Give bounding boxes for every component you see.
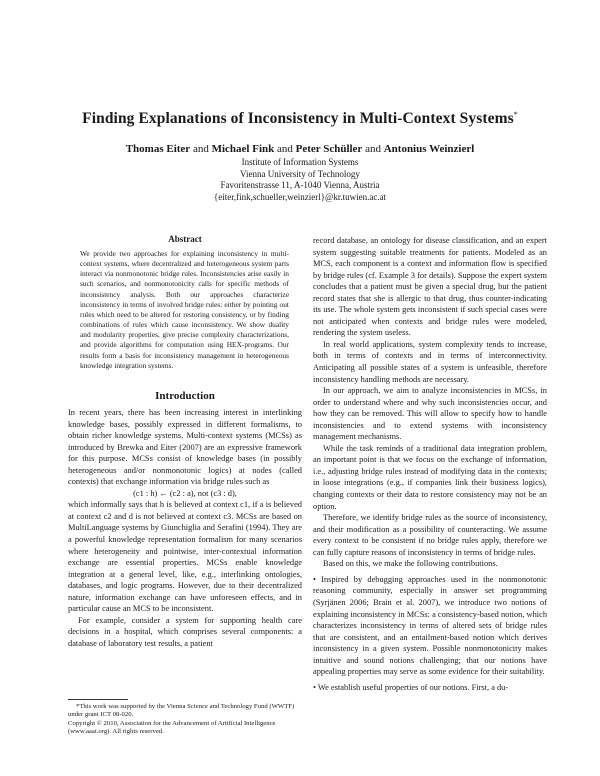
intro-paragraph-1: In recent years, there has been increasing interest in interlinking knowledge bases, possibly expressed in different formalisms, to obtain richer knowledge systems. Multi-context systems (MCSs) as introduced by Brewka and Eiter (2007) are an expressive framework for this purpose. MCSs consist of knowledge bases (in possibly heterogeneous and/or nonmonotonic logics) at nodes (called contexts) that exchange information via bridge rules such as [68, 408, 302, 487]
affiliation-email: {eiter,fink,schueller,weinzierl}@kr.tuwien.ac.at [213, 191, 387, 202]
right-paragraph-3: In our approach, we aim to analyze inconsistencies in MCSs, in order to understand where and why such inconsistencies occur, and how they can be removed. This will allow to specify how to handle inconsistencies and to extend systems with inconsistency management mechanisms. [313, 386, 547, 442]
left-column [68, 407, 302, 649]
author-2: Michael Fink [211, 143, 275, 155]
right-paragraph-6: Based on this, we make the following contributions. [323, 559, 498, 569]
abstract-heading: Abstract [168, 234, 202, 244]
affiliation-line-2: Vienna University of Technology [240, 168, 360, 179]
author-line [0, 143, 600, 155]
affiliation-line-1: Institute of Information Systems [241, 157, 359, 167]
author-3: Peter Schüller [295, 143, 363, 155]
right-paragraph-4: While the task reminds of a traditional data integration problem, an important point is that we focus on the exchange of information, i.e., adjusting bridge rules instead of modifying data in the contexts; in loose integrations (e.g., if companies link their business logics), changing contexts or their data to restore consistency may not be an option. [313, 443, 547, 511]
footnote-funding: *This work was supported by the Vienna Science and Technology Fund (WWTF) under grant ICT 08-020. [68, 703, 295, 719]
author-4: Antonius Weinzierl [383, 143, 475, 155]
right-paragraph-5: Therefore, we identify bridge rules as the source of inconsistency, and their modification as a possibility of counteracting. We assume every context to be consistent if no bridge rules apply, therefore we can fully capture reasons of inconsistency in terms of bridge rules. [313, 513, 547, 557]
footnote-copyright: Copyright © 2010, Association for the Advancement of Artificial Intelligence (www.aaai.org). All rights reserved. [68, 719, 276, 736]
footnote [68, 703, 302, 737]
author-sep-2: and [276, 143, 293, 155]
author-1: Thomas Eiter [125, 143, 191, 155]
author-sep-3: and [365, 143, 381, 155]
right-column [313, 235, 547, 693]
contribution-bullet-1: • Inspired by debugging approaches used in the nonmonotonic reasoning community, especially in answer set programming (Syrjänen 2006; Brain et al. 2007), we introduce two notions of explaining inconsistency in MCSs: a consistency-based notion, which characterizes inconsistency in terms of altered sets of bridge rules that are consistent, and an entailment-based notion which derives inconsistency in a given system. Possible nonmonotonicity makes intuitive and sound notions challenging; that our notions have appealing properties may serve as some evidence for their suitability. [313, 574, 548, 677]
abstract-text: We provide two approaches for explaining inconsistency in multi-context systems, where decentralized and heterogeneous system parts interact via nonmonotonic bridge rules. Inconsistencies arise easily in such scenarios, and nonmonotonicity calls for specific methods of inconsistency analysis. Both our approaches characterize inconsistency in terms of involved bridge rules: either by pointing out rules which need to be altered for restoring consistency, or by finding combinations of rules which cause inconsistency. We show duality and modularity properties, give precise complexity characterizations, and provide algorithms for computation using HEX-programs. Our results form a basis for inconsistency management in heterogeneous knowledge integration systems. [80, 249, 289, 370]
intro-paragraph-2: which informally says that h is believed at context c1, if a is believed at context c2 and d is not believed at context c3. MCSs are based on MultiLanguage systems by Giunchiglia and Serafini (1994). They are a powerful knowledge representation formalism for many scenarios where heterogeneity and pointwise, inter-contextual information exchange are essential properties. MCSs enable knowledge integration at a general level, like, e.g., interlinking ontologies, databases, and logic programs. However, due to their decentralized nature, information exchange can have unforeseen effects, and in particular cause an MCS to be inconsistent. [68, 500, 302, 614]
title-footnote-mark: * [513, 110, 518, 119]
paper-title: Finding Explanations of Inconsistency in Multi-Context Systems* [82, 110, 518, 128]
bridge-rule-formula: (c1 : h) ← (c2 : a), not (c3 : d), [133, 488, 237, 498]
right-paragraph-1: record database, an ontology for disease classification, and an expert system suggesting suitable treatments for patients. Modeled as an MCS, each component is a context and information flow is specified by bridge rules (cf. Example 3 for details). Suppose the expert system concludes that a patient must be given a special drug, but the patient record states that she is allergic to that drug, thus counter-indicating its use. The whole system gets inconsistent if such special cases were not anticipated when contexts and bridge rules were modeled, rendering the system useless. [313, 236, 547, 338]
contribution-bullet-2: • We establish useful properties of our notions. First, a du- [313, 682, 509, 692]
introduction-heading: Introduction [155, 390, 215, 402]
intro-paragraph-3: For example, consider a system for supporting health care decisions in a hospital, which comprises several components: a database of laboratory test results, a patient [68, 615, 302, 648]
right-paragraph-2: In real world applications, system complexity tends to increase, both in terms of contexts and in terms of interconnectivity. Anticipating all possible states of a system is unfeasible, therefore inconsistency handling methods are necessary. [313, 339, 547, 384]
author-sep-1: and [192, 143, 209, 155]
affiliation-line-3: Favoritenstrasse 11, A-1040 Vienna, Austria [220, 180, 380, 190]
footnote-rule [68, 699, 128, 700]
